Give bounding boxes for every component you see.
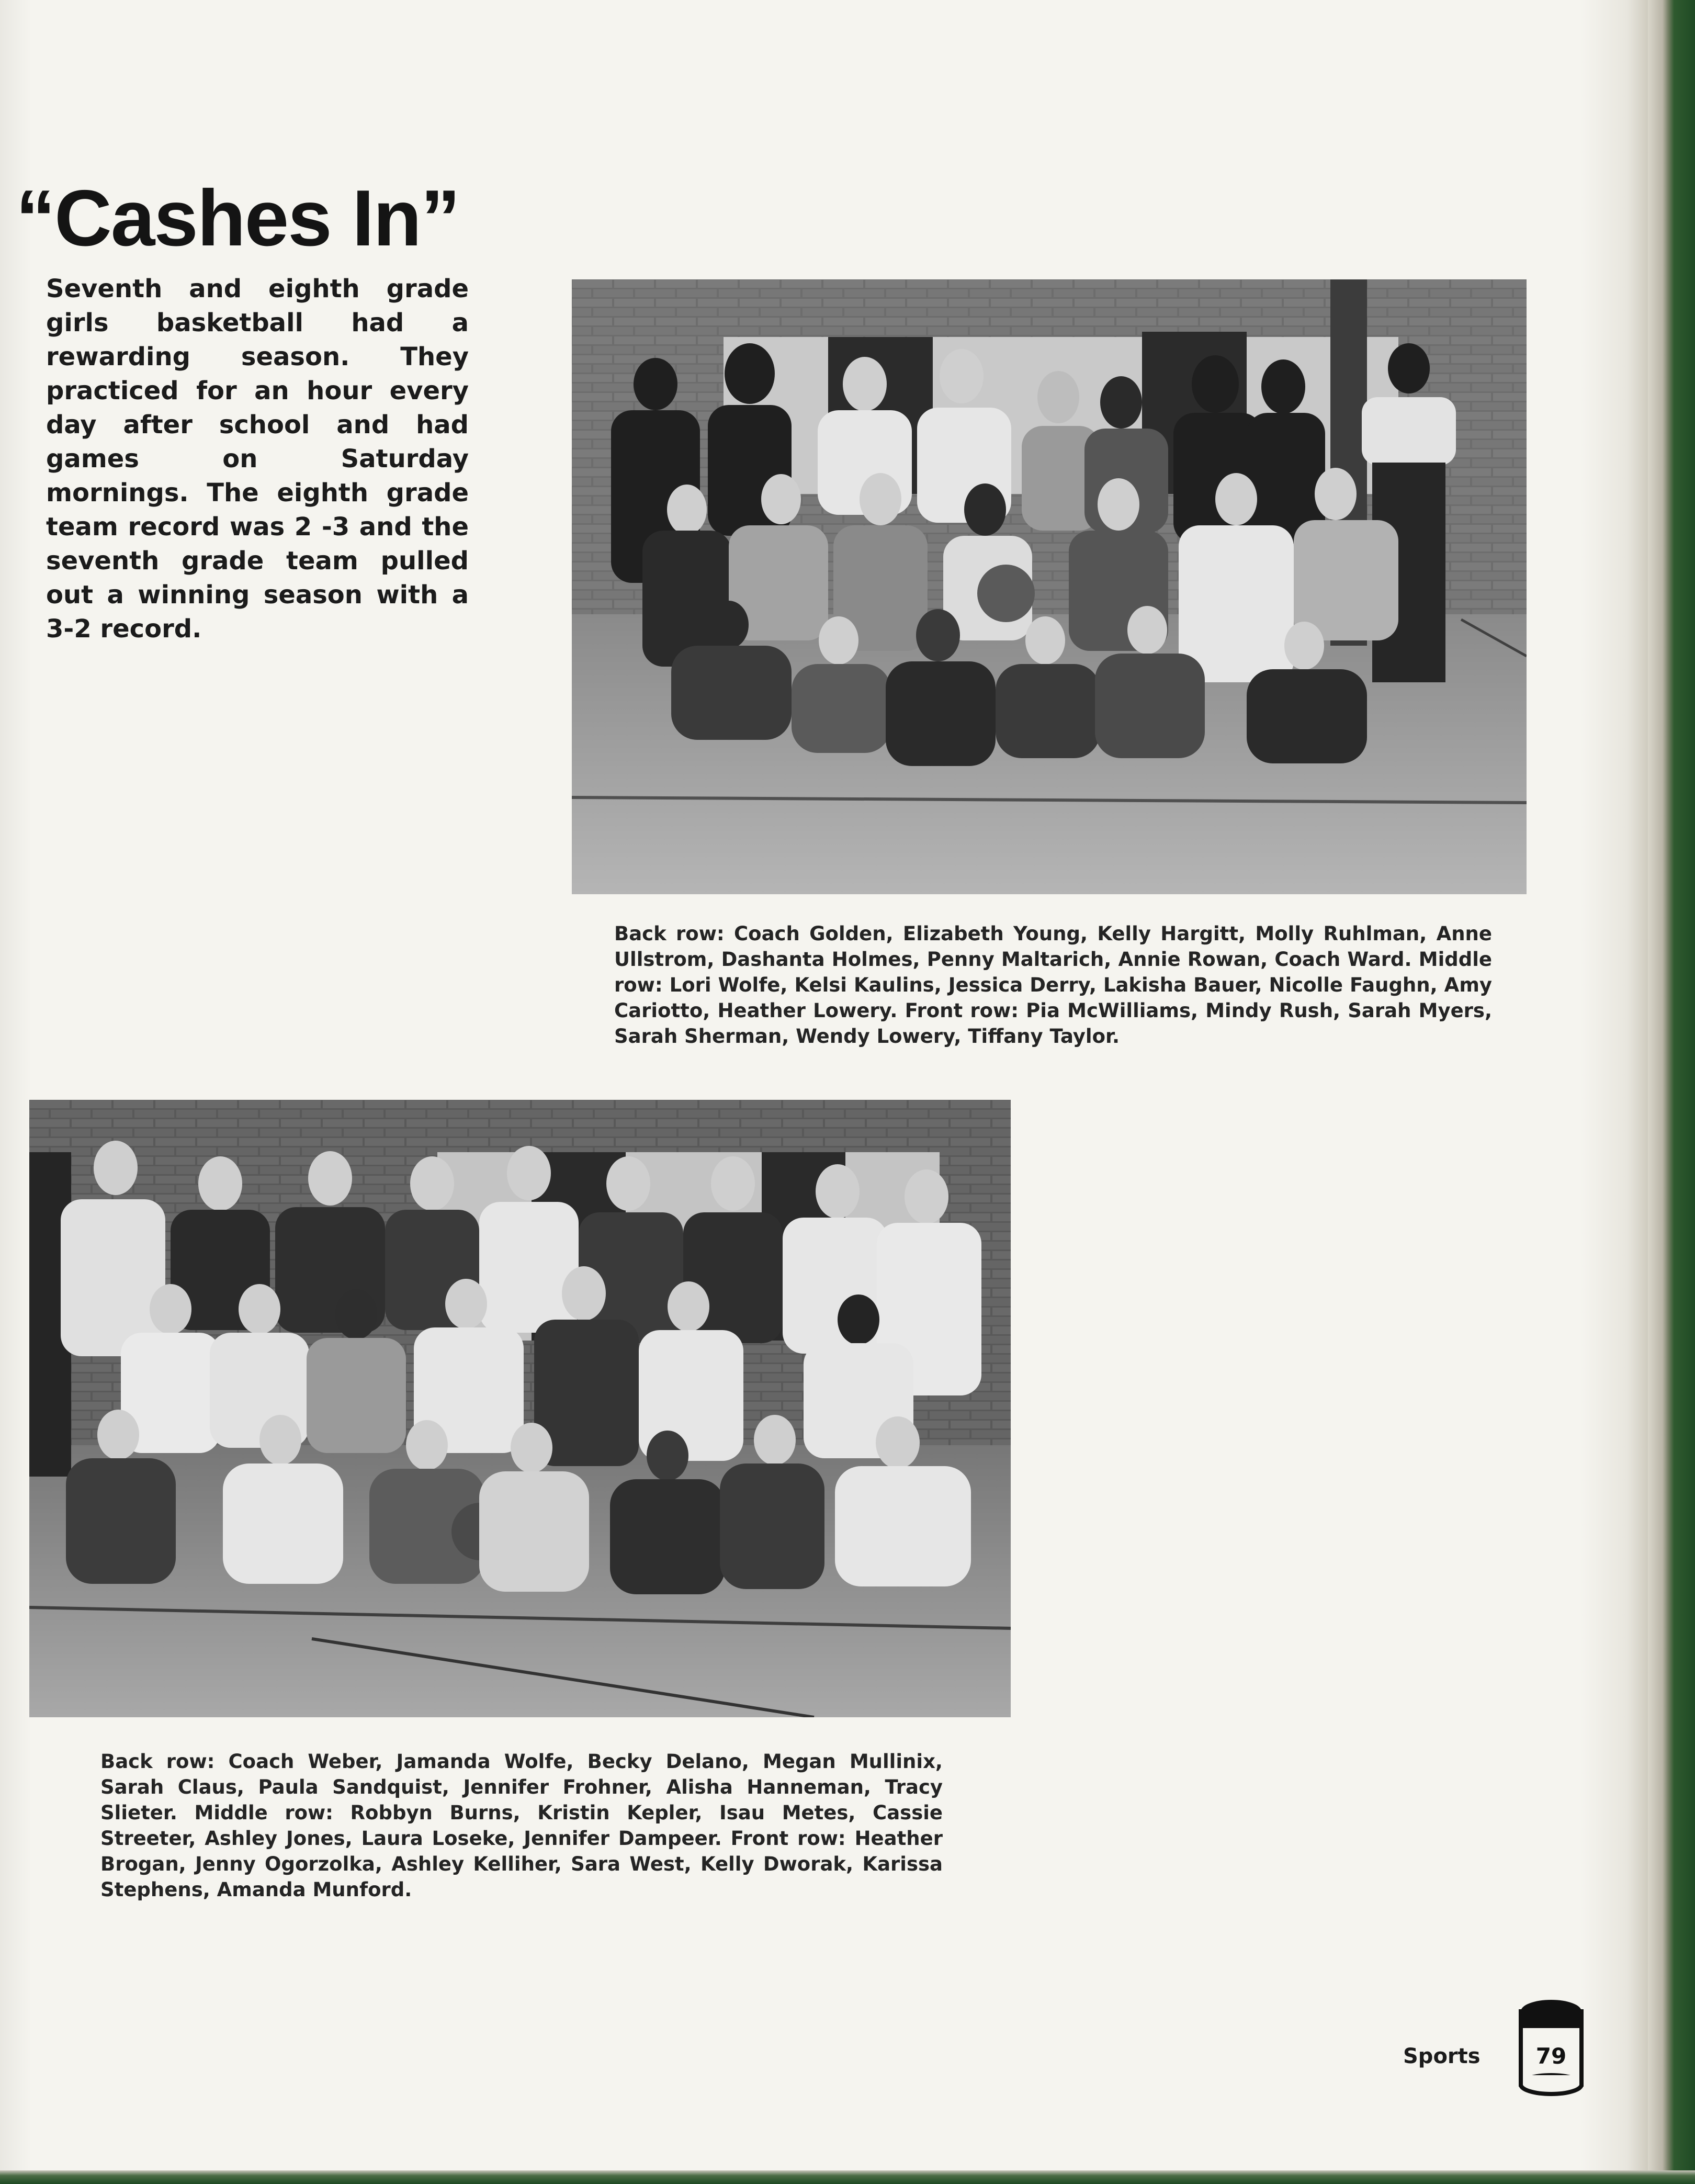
team-photo-image xyxy=(29,1100,1011,1717)
section-label: Sports xyxy=(1403,2044,1481,2068)
page-number: 79 xyxy=(1535,2043,1567,2069)
team-photo-eighth-grade xyxy=(572,279,1527,894)
photo-caption-eighth-grade: Back row: Coach Golden, Elizabeth Young, Kelly Hargitt, Molly Ruhlman, Anne Ullstrom, Dashanta Holmes, Penny Maltarich, Annie Rowan, Coach Ward. Middle row: Lori Wolfe, Kelsi Kaulins, Jessica Derry, Lakisha Bauer, Nicolle Faughn, Amy Cariotto, Heather Lowery. Front row: Pia McWilliams, Mindy Rush, Sarah Myers, Sarah Sherman, Wendy Lowery, Tiffany Taylor. xyxy=(614,922,1492,1048)
team-photo-image xyxy=(572,279,1527,894)
intro-paragraph: Seventh and eighth grade girls basketball had a rewarding season. They practiced for an hour every day after school and had games on Saturday mornings. The eighth grade team record was 2 -3 and the seventh grade team pulled out a winning season with a 3-2 record. xyxy=(46,274,469,644)
photo-caption-seventh-grade: Back row: Coach Weber, Jamanda Wolfe, Becky Delano, Megan Mullinix, Sarah Claus, Paula Sandquist, Jennifer Frohner, Alisha Hanneman, Tracy Slieter. Middle row: Robbyn Burns, Kristin Kepler, Isau Metes, Cassie Streeter, Ashley Jones, Laura Loseke, Jennifer Dampeer. Front row: Heather Brogan, Jenny Ogorzolka, Ashley Kelliher, Sara West, Kelly Dworak, Karissa Stephens, Amanda Munford. xyxy=(100,1750,943,1901)
book-cover-edge xyxy=(0,2170,1695,2184)
book-binding xyxy=(1648,0,1695,2184)
team-photo-seventh-grade xyxy=(29,1100,1011,1717)
page-title: “Cashes In” xyxy=(16,174,460,263)
